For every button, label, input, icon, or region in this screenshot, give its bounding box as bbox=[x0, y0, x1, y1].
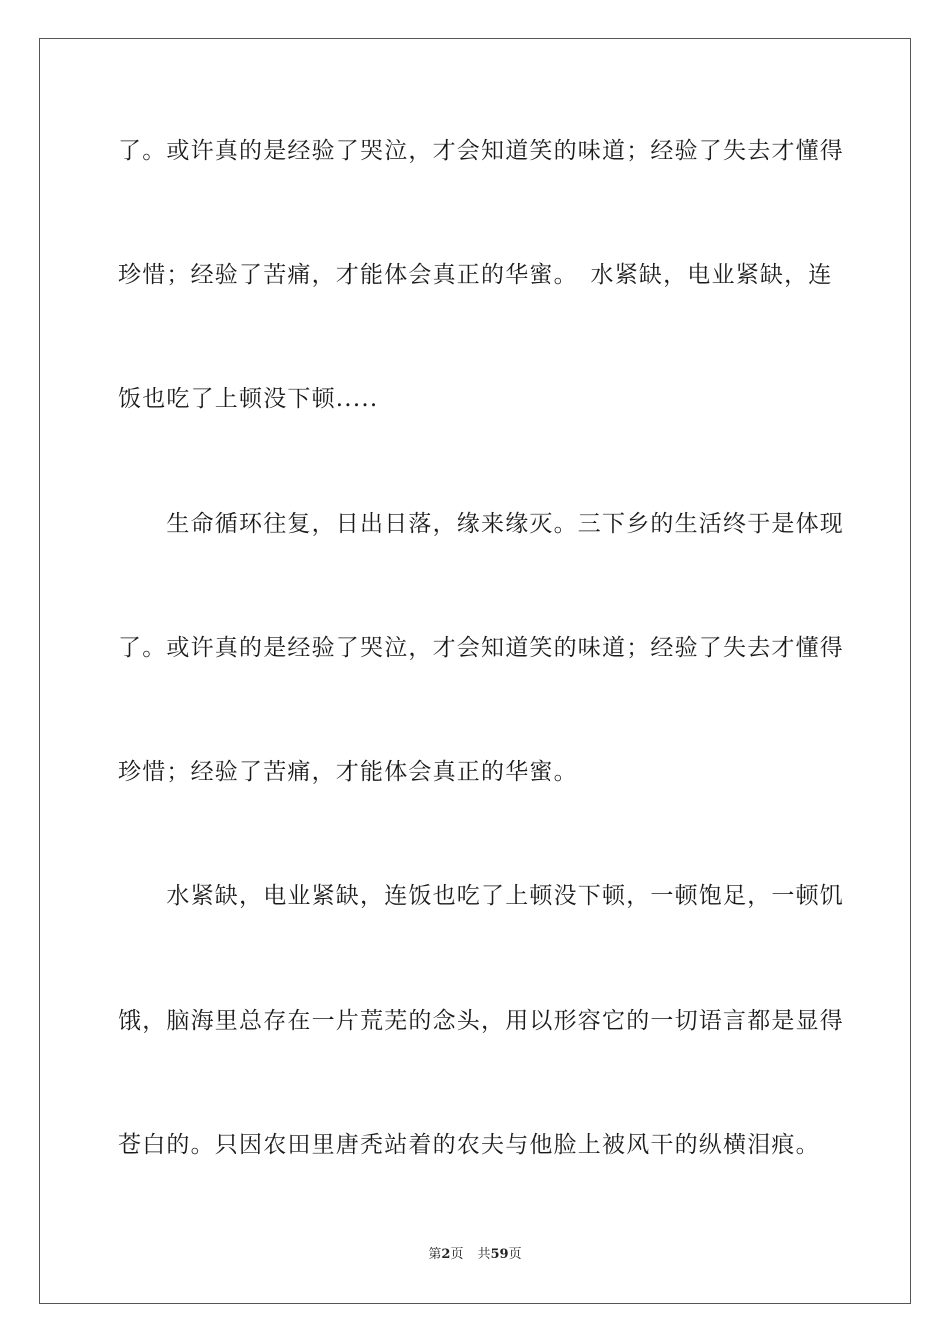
total-suffix: 页 bbox=[508, 1247, 522, 1262]
total-page-count: 59 bbox=[490, 1247, 509, 1262]
text-line: 珍惜；经验了苦痛，才能体会真正的华蜜。 水紧缺，电业紧缺，连 bbox=[118, 262, 833, 288]
page-border bbox=[39, 38, 911, 1304]
text-line: 水紧缺，电业紧缺，连饭也吃了上顿没下顿，一顿饱足，一顿饥 bbox=[118, 883, 844, 909]
text-line: 了。或许真的是经验了哭泣，才会知道笑的味道；经验了失去才懂得 bbox=[118, 138, 844, 164]
text-line: 了。或许真的是经验了哭泣，才会知道笑的味道；经验了失去才懂得 bbox=[118, 635, 844, 661]
text-line: 饭也吃了上顿没下顿..... bbox=[118, 386, 379, 412]
total-prefix: 共 bbox=[477, 1247, 491, 1262]
page-suffix: 页 bbox=[450, 1247, 464, 1262]
text-line: 饿，脑海里总存在一片荒芜的念头，用以形容它的一切语言都是显得 bbox=[118, 1008, 844, 1034]
page-footer bbox=[0, 1246, 950, 1264]
text-line: 生命循环往复，日出日落，缘来缘灭。三下乡的生活终于是体现 bbox=[118, 511, 844, 537]
page-prefix: 第 bbox=[428, 1247, 442, 1262]
text-line: 苍白的。只因农田里唐秃站着的农夫与他脸上被风干的纵横泪痕。 bbox=[118, 1132, 820, 1158]
text-line: 珍惜；经验了苦痛，才能体会真正的华蜜。 bbox=[118, 759, 578, 785]
current-page-number: 2 bbox=[441, 1247, 451, 1262]
